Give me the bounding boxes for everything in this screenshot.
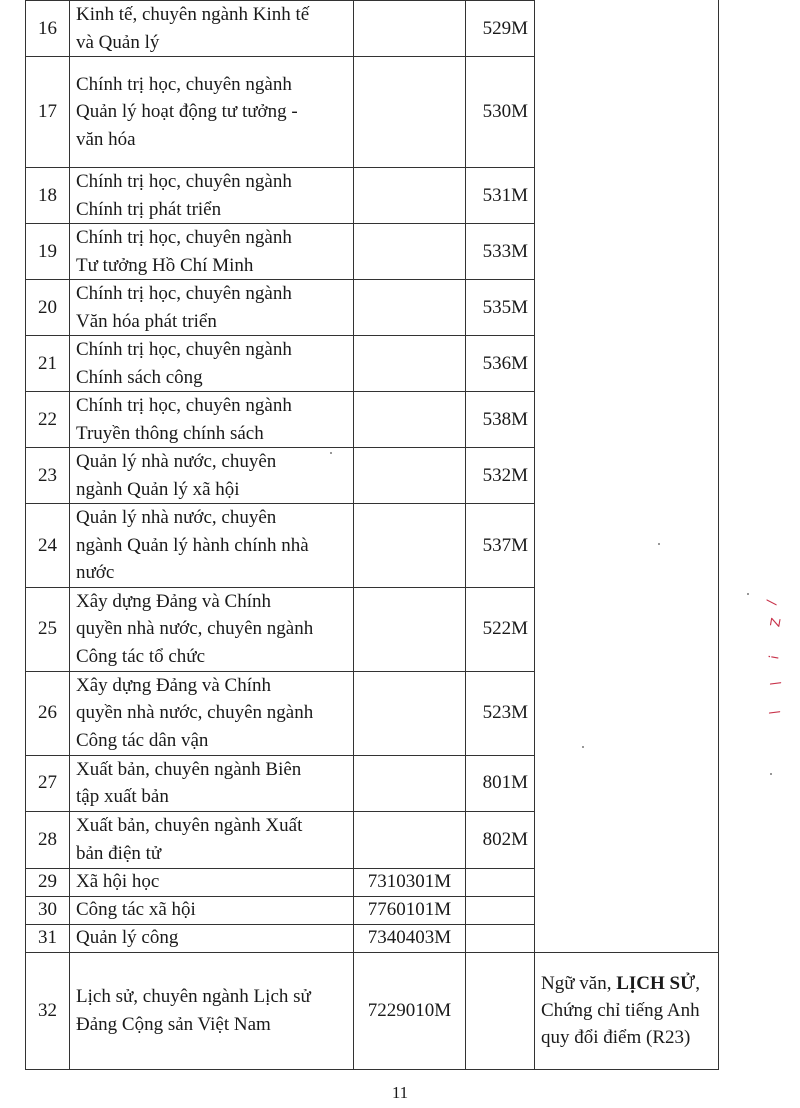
major-name-line: Xã hội học xyxy=(76,871,160,892)
row-number: 31 xyxy=(26,924,70,952)
major-name-line: và Quản lý xyxy=(76,31,160,53)
scan-speck xyxy=(330,452,332,454)
major-name-line: Chính trị học, chuyên ngành xyxy=(76,227,292,248)
row-number: 29 xyxy=(26,868,70,896)
program-code xyxy=(354,671,466,755)
program-code xyxy=(354,336,466,392)
major-name xyxy=(70,952,354,1069)
major-name-line: Xây dựng Đảng và Chính xyxy=(76,590,271,612)
major-name xyxy=(70,924,354,952)
program-code: 7760101M xyxy=(354,896,466,924)
table-row xyxy=(26,952,719,1069)
program-code: 7229010M xyxy=(354,952,466,1069)
specialization-code: 537M xyxy=(466,504,535,588)
major-name-line: ngành Quản lý xã hội xyxy=(76,478,240,500)
major-name-line: Kinh tế, chuyên ngành Kinh tế xyxy=(76,4,310,25)
row-number: 24 xyxy=(26,504,70,588)
major-name xyxy=(70,392,354,448)
major-name xyxy=(70,504,354,588)
specialization-code: 532M xyxy=(466,448,535,504)
major-name-line: Công tác tổ chức xyxy=(76,645,206,667)
program-code xyxy=(354,504,466,588)
program-code xyxy=(354,392,466,448)
major-name-line: tập xuất bản xyxy=(76,786,169,807)
program-code xyxy=(354,1,466,57)
program-code xyxy=(354,280,466,336)
row-number: 22 xyxy=(26,392,70,448)
row-number: 16 xyxy=(26,1,70,57)
combination-text-pre: Ngữ văn, xyxy=(541,973,617,994)
major-name xyxy=(70,448,354,504)
stamp-fragment-icon: \ xyxy=(768,680,784,687)
major-name-line: văn hóa xyxy=(76,128,136,150)
specialization-code: 536M xyxy=(466,336,535,392)
specialization-code: 529M xyxy=(466,1,535,57)
row-number: 28 xyxy=(26,811,70,868)
subject-combination-merged xyxy=(535,1,719,953)
program-code xyxy=(354,587,466,671)
major-name xyxy=(70,755,354,811)
specialization-code: 801M xyxy=(466,755,535,811)
major-name xyxy=(70,896,354,924)
major-name xyxy=(70,224,354,280)
specialization-code: 523M xyxy=(466,671,535,755)
major-name-line: Chính trị học, chuyên ngành xyxy=(76,395,292,416)
major-name-line: Quản lý nhà nước, chuyên xyxy=(76,507,277,528)
major-name-line: Chính trị học, chuyên ngành xyxy=(76,339,292,360)
program-code xyxy=(354,168,466,224)
major-name-line: Đảng Cộng sản Việt Nam xyxy=(76,1013,271,1035)
major-name-line: Chính trị phát triển xyxy=(76,198,222,220)
admissions-table xyxy=(25,0,719,1070)
major-name xyxy=(70,57,354,168)
row-number: 25 xyxy=(26,587,70,671)
row-number: 27 xyxy=(26,755,70,811)
specialization-code: 531M xyxy=(466,168,535,224)
program-code xyxy=(354,755,466,811)
stamp-fragment-icon: i xyxy=(767,654,783,661)
row-number: 20 xyxy=(26,280,70,336)
row-number: 26 xyxy=(26,671,70,755)
major-name-line: Lịch sử, chuyên ngành Lịch sử xyxy=(76,986,311,1007)
major-name-line: Chính trị học, chuyên ngành xyxy=(76,283,292,304)
row-number: 18 xyxy=(26,168,70,224)
row-number: 32 xyxy=(26,952,70,1069)
stamp-fragment-icon: \ xyxy=(767,709,783,716)
table-row xyxy=(26,1,719,57)
major-name-line: Chính trị học, chuyên ngành xyxy=(76,73,292,95)
specialization-code: 538M xyxy=(466,392,535,448)
specialization-code xyxy=(466,924,535,952)
major-name-line: nước xyxy=(76,562,115,583)
specialization-code xyxy=(466,952,535,1069)
specialization-code: 535M xyxy=(466,280,535,336)
major-name-line: Quản lý công xyxy=(76,927,179,948)
specialization-code xyxy=(466,896,535,924)
row-number: 17 xyxy=(26,57,70,168)
stamp-fragment-icon: Z xyxy=(768,616,785,629)
major-name xyxy=(70,587,354,671)
major-name-line: Xây dựng Đảng và Chính xyxy=(76,674,271,696)
program-code: 7310301M xyxy=(354,868,466,896)
specialization-code: 530M xyxy=(466,57,535,168)
major-name xyxy=(70,671,354,755)
major-name-line: Công tác xã hội xyxy=(76,899,196,920)
row-number: 19 xyxy=(26,224,70,280)
page-number: 11 xyxy=(391,1083,409,1102)
major-name xyxy=(70,811,354,868)
major-name-line: Chính sách công xyxy=(76,366,203,388)
major-name-line: Quản lý nhà nước, chuyên xyxy=(76,451,277,472)
major-name-line: quyền nhà nước, chuyên ngành xyxy=(76,618,314,640)
scan-speck xyxy=(747,593,749,595)
major-name-line: Quản lý hoạt động tư tưởng - xyxy=(76,101,298,123)
major-name xyxy=(70,168,354,224)
major-name xyxy=(70,1,354,57)
scan-speck xyxy=(582,746,584,748)
major-name-line: Xuất bản, chuyên ngành Xuất xyxy=(76,815,303,836)
major-name-line: quyền nhà nước, chuyên ngành xyxy=(76,702,314,724)
program-code xyxy=(354,448,466,504)
major-name-line: Văn hóa phát triển xyxy=(76,310,217,332)
program-code xyxy=(354,224,466,280)
major-name-line: Tư tưởng Hồ Chí Minh xyxy=(76,254,254,276)
major-name-line: Công tác dân vận xyxy=(76,729,209,751)
major-name xyxy=(70,868,354,896)
combination-text-post: , Chứng chỉ tiếng Anh quy đổi điểm (R23) xyxy=(541,973,700,1048)
scan-speck xyxy=(658,543,660,545)
specialization-code: 522M xyxy=(466,587,535,671)
major-name xyxy=(70,280,354,336)
combination-text-strong: LỊCH SỬ xyxy=(616,973,696,994)
major-name xyxy=(70,336,354,392)
specialization-code xyxy=(466,868,535,896)
row-number: 23 xyxy=(26,448,70,504)
scan-speck xyxy=(770,773,772,775)
subject-combination xyxy=(535,952,719,1069)
row-number: 21 xyxy=(26,336,70,392)
program-code xyxy=(354,57,466,168)
row-number: 30 xyxy=(26,896,70,924)
major-name-line: Xuất bản, chuyên ngành Biên xyxy=(76,758,302,780)
major-name-line: Truyền thông chính sách xyxy=(76,422,264,444)
program-code xyxy=(354,811,466,868)
specialization-code: 802M xyxy=(466,811,535,868)
major-name-line: ngành Quản lý hành chính nhà xyxy=(76,534,309,556)
stamp-fragment-icon: / xyxy=(764,599,780,606)
major-name-line: bản điện tử xyxy=(76,842,162,864)
program-code: 7340403M xyxy=(354,924,466,952)
specialization-code: 533M xyxy=(466,224,535,280)
major-name-line: Chính trị học, chuyên ngành xyxy=(76,171,292,192)
